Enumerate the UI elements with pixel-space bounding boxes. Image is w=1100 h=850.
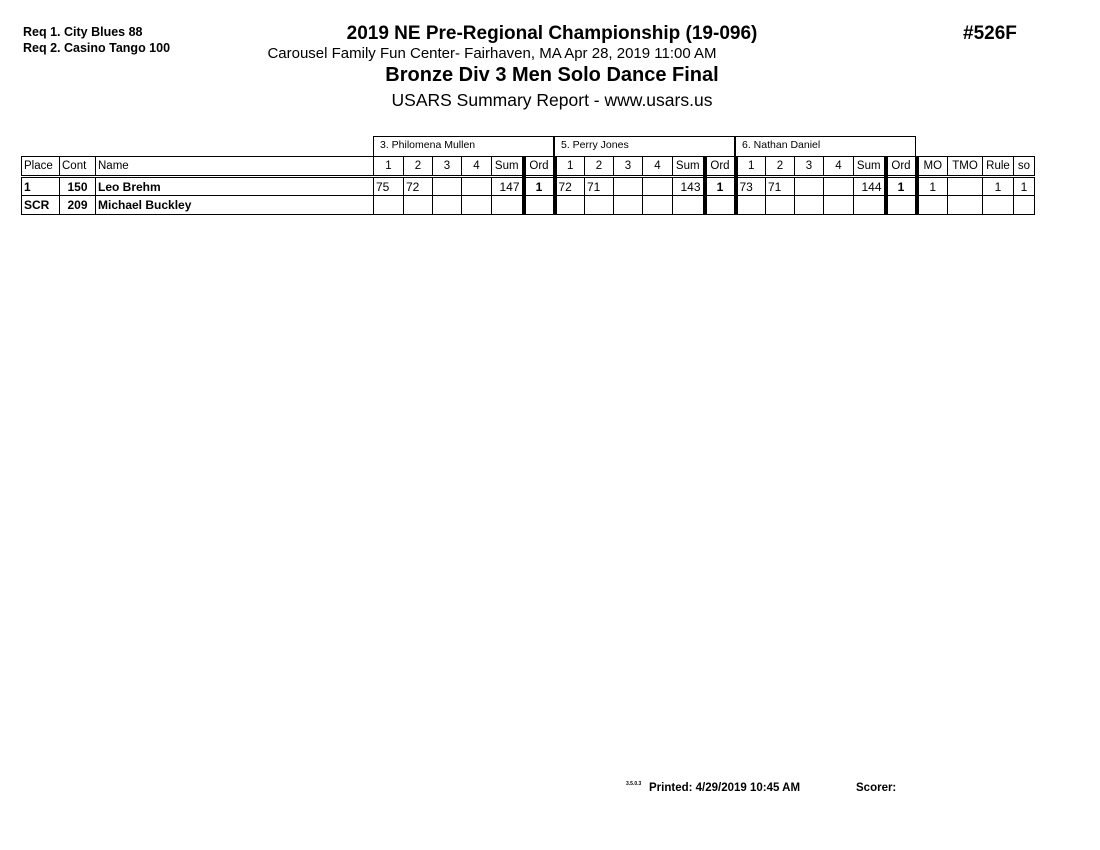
score xyxy=(462,177,492,196)
ord xyxy=(705,196,736,215)
version-label: 3.5.0.3 xyxy=(626,781,642,787)
col-j3-d4: 4 xyxy=(824,157,854,177)
col-j3-d1: 1 xyxy=(736,157,766,177)
score xyxy=(643,177,673,196)
ord: 1 xyxy=(524,177,555,196)
col-j1-sum: Sum xyxy=(492,157,524,177)
cont: 150 xyxy=(60,177,96,196)
place: SCR xyxy=(22,196,60,215)
col-j1-d2: 2 xyxy=(404,157,433,177)
request-2: Req 2. Casino Tango 100 xyxy=(23,41,171,55)
skater-name: Leo Brehm xyxy=(96,177,374,196)
score xyxy=(433,177,462,196)
col-tmo: TMO xyxy=(948,157,983,177)
printed-timestamp: Printed: 4/29/2019 10:45 AM xyxy=(649,782,801,794)
col-cont: Cont xyxy=(60,157,96,177)
score xyxy=(433,196,462,215)
sum xyxy=(492,196,524,215)
score xyxy=(374,196,404,215)
col-so: so xyxy=(1014,157,1035,177)
score xyxy=(643,196,673,215)
score: 71 xyxy=(585,177,614,196)
mo xyxy=(917,196,948,215)
sum xyxy=(673,196,705,215)
col-mo: MO xyxy=(917,157,948,177)
col-j1-d3: 3 xyxy=(433,157,462,177)
judge-header-3: 6. Nathan Daniel xyxy=(735,136,916,156)
event-number: #526F xyxy=(963,23,1017,44)
tmo xyxy=(948,177,983,196)
sum: 143 xyxy=(673,177,705,196)
sum: 147 xyxy=(492,177,524,196)
table-row xyxy=(22,177,1035,196)
rule: 1 xyxy=(983,177,1014,196)
tmo xyxy=(948,196,983,215)
so xyxy=(1014,196,1035,215)
sum xyxy=(854,196,886,215)
score xyxy=(824,196,854,215)
so: 1 xyxy=(1014,177,1035,196)
table-row xyxy=(22,196,1035,215)
score xyxy=(614,196,643,215)
competition-title: 2019 NE Pre-Regional Championship (19-096) xyxy=(346,23,758,44)
report-title: USARS Summary Report - www.usars.us xyxy=(391,90,713,110)
col-j2-d1: 1 xyxy=(555,157,585,177)
score xyxy=(795,177,824,196)
skater-name: Michael Buckley xyxy=(96,196,374,215)
ord xyxy=(524,196,555,215)
col-j1-ord: Ord xyxy=(524,157,555,177)
col-place: Place xyxy=(22,157,60,177)
score: 71 xyxy=(766,177,795,196)
scorer-label: Scorer: xyxy=(856,782,897,794)
col-j3-d3: 3 xyxy=(795,157,824,177)
ord: 1 xyxy=(705,177,736,196)
score xyxy=(766,196,795,215)
request-1: Req 1. City Blues 88 xyxy=(23,25,143,39)
score: 72 xyxy=(404,177,433,196)
col-j3-sum: Sum xyxy=(854,157,886,177)
col-j2-d4: 4 xyxy=(643,157,673,177)
ord: 1 xyxy=(886,177,917,196)
ord xyxy=(886,196,917,215)
col-rule: Rule xyxy=(983,157,1014,177)
score xyxy=(736,196,766,215)
col-j3-d2: 2 xyxy=(766,157,795,177)
score xyxy=(404,196,433,215)
score: 72 xyxy=(555,177,585,196)
col-j1-d4: 4 xyxy=(462,157,492,177)
col-name: Name xyxy=(96,157,374,177)
rule xyxy=(983,196,1014,215)
sum: 144 xyxy=(854,177,886,196)
event-title: Bronze Div 3 Men Solo Dance Final xyxy=(385,64,719,86)
score: 75 xyxy=(374,177,404,196)
score xyxy=(614,177,643,196)
col-j2-d2: 2 xyxy=(585,157,614,177)
header-row xyxy=(22,157,1035,177)
col-j1-d1: 1 xyxy=(374,157,404,177)
score xyxy=(795,196,824,215)
mo: 1 xyxy=(917,177,948,196)
location-line: Carousel Family Fun Center- Fairhaven, MA Apr 28, 2019 11:00 AM xyxy=(267,45,717,62)
score xyxy=(555,196,585,215)
col-j2-sum: Sum xyxy=(673,157,705,177)
place: 1 xyxy=(22,177,60,196)
judge-header-1: 3. Philomena Mullen xyxy=(373,136,554,156)
results-table xyxy=(21,156,1035,215)
col-j2-d3: 3 xyxy=(614,157,643,177)
judge-header-2: 5. Perry Jones xyxy=(554,136,735,156)
col-j3-ord: Ord xyxy=(886,157,917,177)
cont: 209 xyxy=(60,196,96,215)
score: 73 xyxy=(736,177,766,196)
score xyxy=(585,196,614,215)
score xyxy=(462,196,492,215)
score xyxy=(824,177,854,196)
col-j2-ord: Ord xyxy=(705,157,736,177)
